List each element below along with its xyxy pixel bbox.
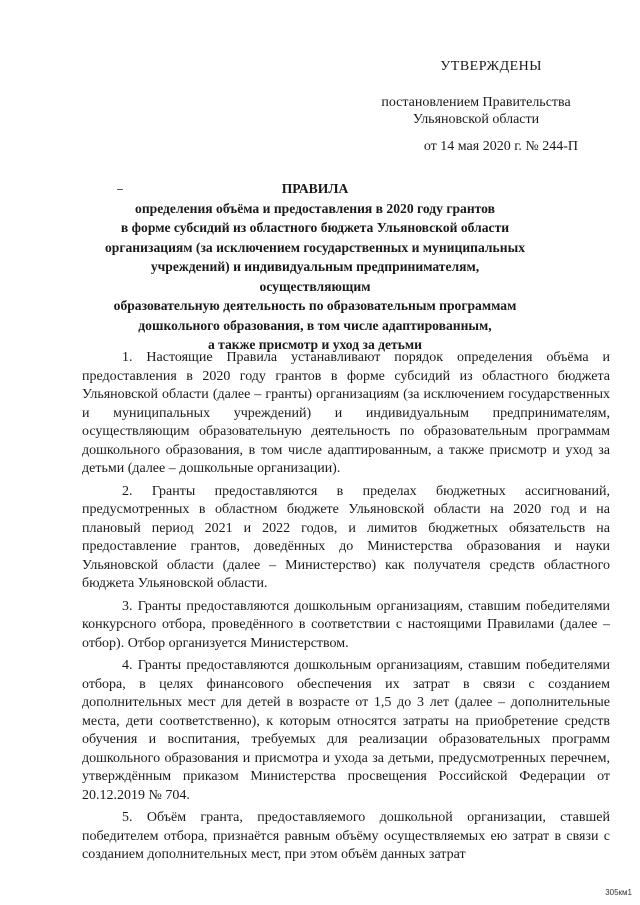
title-line: учреждений) и индивидуальным предпринимателям, осуществляющим bbox=[150, 259, 480, 294]
title-line: а также присмотр и уход за детьми bbox=[207, 337, 423, 352]
paragraph-2: 2. Гранты предоставляются в пределах бюджетных ассигнований, предусмотренных в областном бюджете Ульяновской области на 2020 год и на плановый период 2021 и 2022 годов, и лимитов бюджетных обязательств на предоставление грантов, доведённых до Министерства образования и науки Ульяновской области (далее – Министерство) как получателя средств областного бюджета Ульяновской области. bbox=[82, 483, 610, 591]
rules-title bbox=[96, 179, 534, 355]
paragraph-4: 4. Гранты предоставляются дошкольным организациям, ставшим победителями отбора, в целях финансового обеспечения их затрат в связи с созданием дополнительных мест для детей в возрасте от 1,5 до 3 лет (далее – дополнительные места, дети соответственно), к которым относятся затраты на приобретение средств обучения и воспитания, требуемых для реализации образовательных программ дошкольного образования и присмотра и ухода за детьми, предусмотренных перечнем, утверждённым приказом Министерства просвещения Российской Федерации от 20.12.2019 № 704. bbox=[82, 658, 610, 803]
title-line: дошкольного образования, в том числе адаптированным, bbox=[138, 317, 492, 333]
decree-line-2: Ульяновской области bbox=[412, 112, 540, 127]
decree-date: от 14 мая 2020 г. № 244-П bbox=[423, 139, 578, 154]
paragraph-3: 3. Гранты предоставляются дошкольным организациям, ставшим победителями конкурсного отбора, проведённого в соответствии с настоящими Правилами (далее – отбор). Отбор организуется Министерством. bbox=[82, 598, 610, 651]
decree-line-1: постановлением Правительства bbox=[381, 95, 571, 110]
title-line: в форме субсидий из областного бюджета Ульяновской области bbox=[120, 220, 510, 235]
title-line: определения объёма и предоставления в 2020 году грантов bbox=[135, 200, 495, 216]
title-line: организациям (за исключением государственных и муниципальных bbox=[104, 239, 525, 255]
title-heading: ПРАВИЛА bbox=[281, 181, 349, 196]
approval-stamp-heading: УТВЕРЖДЕНЫ bbox=[440, 59, 542, 74]
approval-decree bbox=[366, 94, 586, 128]
paragraph-5: 5. Объём гранта, предоставляемого дошкольной организации, ставшей победителем отбора, признаётся равным объёму осуществляемых ею затрат в связи с созданием дополнительных мест, при этом объём данных затрат bbox=[82, 810, 610, 862]
paragraph-1: 1. Настоящие Правила устанавливают порядок определения объёма и предоставления в 2020 году грантов в форме субсидий из областного бюджета Ульяновской области (далее – гранты) организациям (за исключением государственных и муниципальных учреждений) и индивидуальным предпринимателям, осуществляющим образовательную деятельность по образовательным программам дошкольного образования, в том числе адаптированным, а также присмотр и уход за детьми (далее – дошкольные организации). bbox=[82, 350, 610, 476]
title-line: образовательную деятельность по образовательным программам bbox=[113, 298, 517, 313]
rules-body bbox=[82, 349, 610, 869]
document-footer-code: 305км1 bbox=[605, 888, 632, 897]
